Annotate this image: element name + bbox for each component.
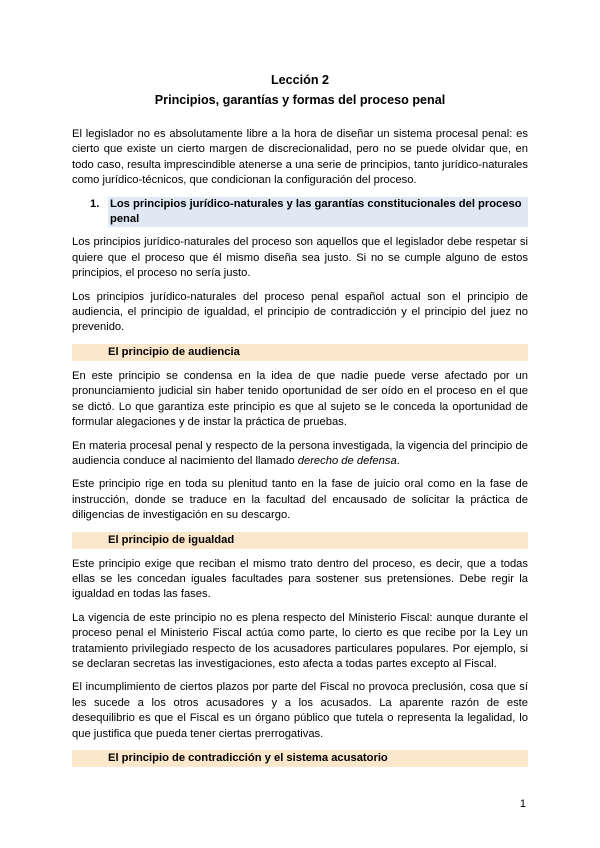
audiencia-paragraph-2-start: En materia procesal penal y respecto de la persona investigada, la vigencia del principio de audiencia conduce al nacimiento del llamado [72, 439, 528, 467]
audiencia-heading: El principio de audiencia [72, 344, 528, 361]
section-1-paragraph-1: Los principios jurídico-naturales del proceso son aquellos que el legislador debe respetar si quiere que el proceso que él mismo diseña sea justo. Si no se cumple alguno de estos principios, el proceso no sería justo. [72, 236, 528, 280]
lesson-subtitle: Principios, garantías y formas del proceso penal [154, 93, 446, 107]
audiencia-paragraph-2 [72, 439, 528, 470]
section-1-title: Los principios jurídico-naturales y las garantías constitucionales del proceso penal [108, 197, 528, 228]
section-1-paragraph-2: Los principios jurídico-naturales del proceso penal español actual son el principio de audiencia, el principio de igualdad, el principio de contradicción y el principio del juez no prevenido. [72, 290, 528, 334]
page-number: 1 [519, 798, 526, 810]
derecho-de-defensa-term: derecho de defensa [297, 454, 397, 467]
lesson-title: Lección 2 [270, 73, 330, 87]
igualdad-paragraph-1: Este principio exige que reciban el mismo trato dentro del proceso, es decir, que a todas ellas se les concedan iguales facultades para sostener sus pretensiones. Debe regir la igualdad en todas las fases. [72, 557, 528, 601]
audiencia-paragraph-1: En este principio se condensa en la idea de que nadie puede verse afectado por un pronunciamiento judicial sin haber tenido oportunidad de ser oído en el proceso en el que se dictó. Lo que garantiza este principio es que al sujeto se le conceda la oportunidad de formular alegaciones y de instar la práctica de pruebas. [72, 369, 528, 429]
igualdad-paragraph-3: El incumplimiento de ciertos plazos por parte del Fiscal no provoca preclusión, cosa que sí les sucede a los otros acusadores y a los acusados. La aparente razón de este desequilibrio es que el Fiscal es un órgano público que tutela o representa la legalidad, lo que justifica que pueda tener ciertas prerrogativas. [72, 681, 528, 740]
section-1-heading [90, 197, 528, 228]
audiencia-paragraph-2-end: . [396, 454, 400, 467]
contradiccion-heading: El principio de contradicción y el sistema acusatorio [72, 750, 528, 767]
document-page [72, 72, 528, 775]
igualdad-heading: El principio de igualdad [72, 532, 528, 549]
audiencia-paragraph-3: Este principio rige en toda su plenitud tanto en la fase de juicio oral como en la fase de instrucción, donde se traduce en la facultad del encausado de solicitar la práctica de diligencias de investigación en su descargo. [72, 478, 528, 522]
igualdad-paragraph-2: La vigencia de este principio no es plena respecto del Ministerio Fiscal: aunque durante el proceso penal el Ministerio Fiscal actúa como parte, lo cierto es que recibe por la Ley un tratamiento privilegiado respecto de los acusadores particulares populares. Por ejemplo, si se declaran secretas las investigaciones, esto afecta a todas partes excepto al Fiscal. [72, 611, 528, 670]
intro-paragraph: El legislador no es absolutamente libre a la hora de diseñar un sistema procesal penal: es cierto que existe un cierto margen de discrecionalidad, pero no se puede olvidar que, en todo caso, resulta imprescindible atenerse a una serie de principios, tanto jurídico-naturales como jurídico-técnicos, que condicionan la configuración del proceso. [72, 128, 528, 187]
section-1-number: 1. [90, 197, 100, 210]
